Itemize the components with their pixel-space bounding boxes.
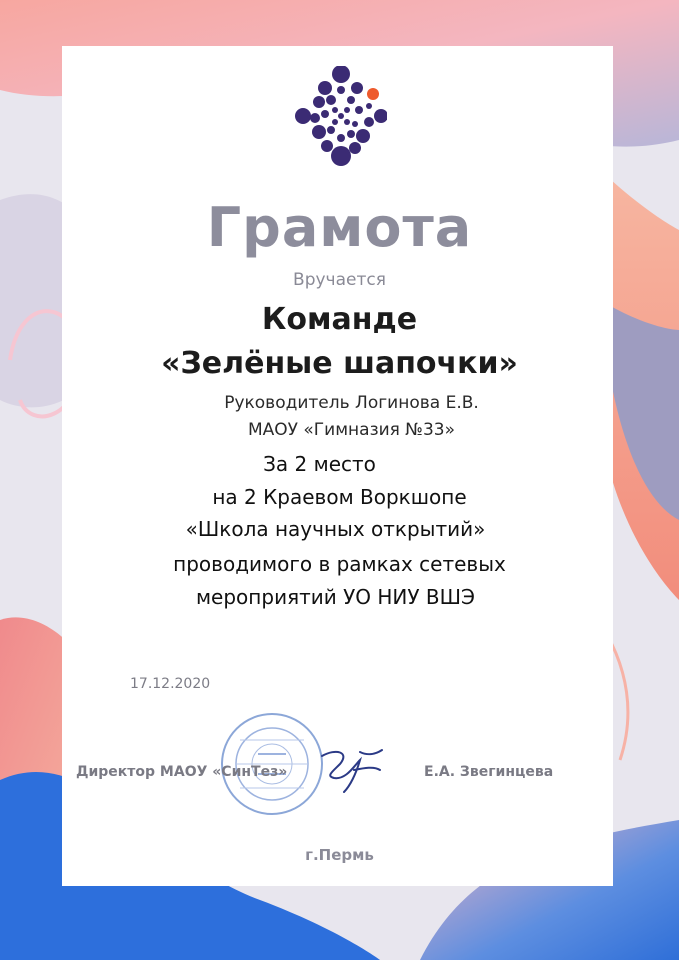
- award-event-title: «Школа научных открытий»: [185, 517, 486, 541]
- team-leader: Руководитель Логинова Е.В.: [224, 393, 479, 413]
- city-label: г.Пермь: [305, 846, 374, 864]
- award-context-line-2: мероприятий УО НИУ ВШЭ: [195, 585, 476, 609]
- certificate-title: Грамота: [206, 196, 473, 259]
- organization-logo: [295, 66, 387, 166]
- award-context-line-1: проводимого в рамках сетевых: [173, 552, 506, 576]
- award-place: За 2 место: [263, 452, 376, 476]
- recipient-team-name: «Зелёные шапочки»: [161, 346, 518, 381]
- director-signature: [316, 746, 386, 796]
- recipient-line-1: Команде: [261, 302, 418, 337]
- school-name: МАОУ «Гимназия №33»: [247, 420, 456, 440]
- awarded-to-label: Вручается: [293, 270, 386, 290]
- issue-date: 17.12.2020: [130, 676, 211, 692]
- director-name: Е.А. Звегинцева: [424, 764, 554, 780]
- director-title: Директор МАОУ «СинТез»: [76, 764, 288, 780]
- award-event: на 2 Краевом Воркшопе: [212, 485, 467, 509]
